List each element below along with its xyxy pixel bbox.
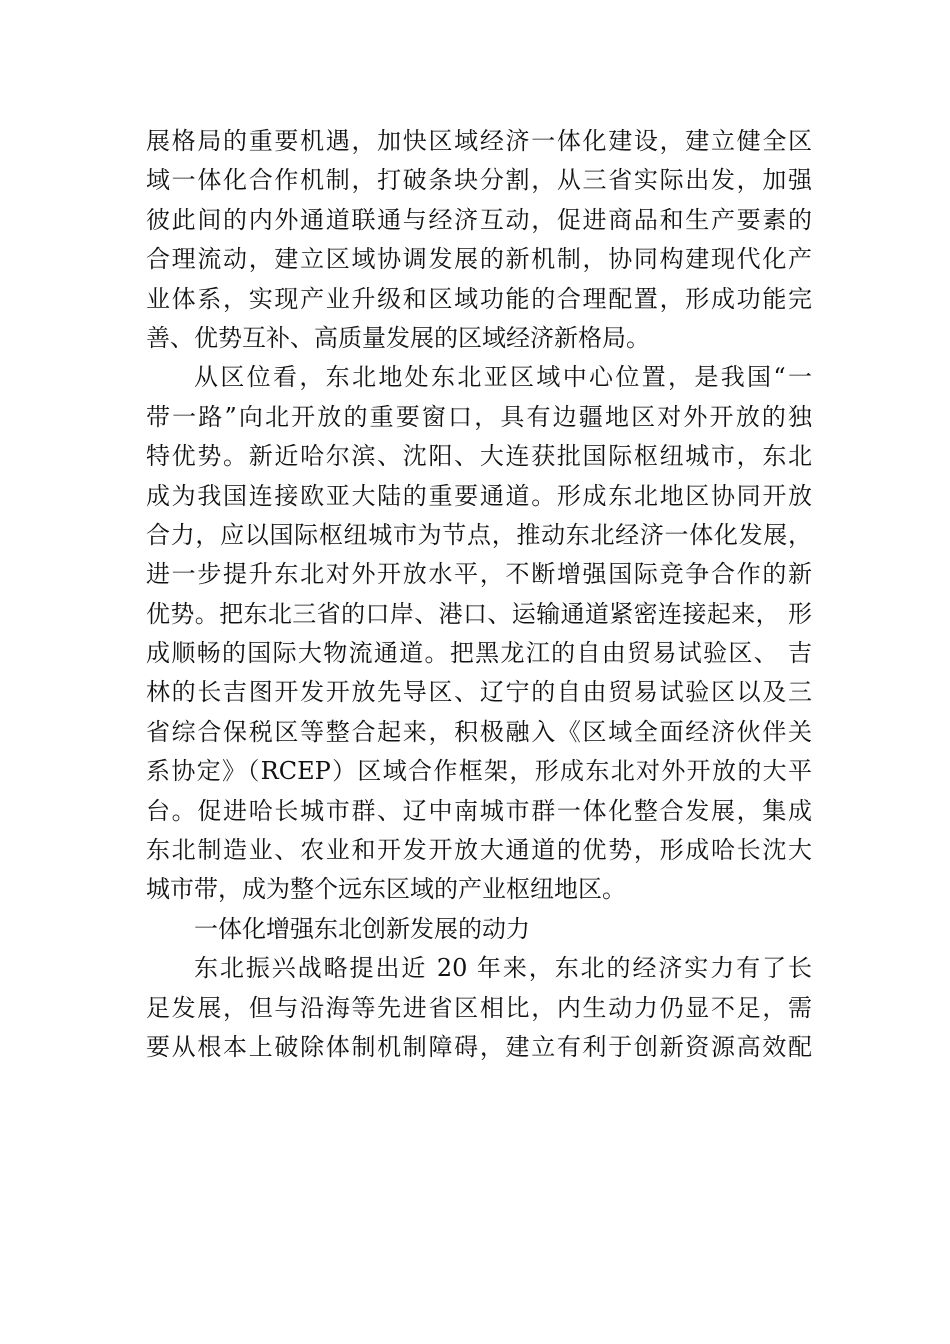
- text-line: 特优势。新近哈尔滨、沈阳、大连获批国际枢纽城市，东北: [146, 442, 812, 471]
- text-line: 城市带，成为整个远东区域的产业枢纽地区。: [146, 875, 626, 904]
- paragraph-2: [146, 358, 812, 909]
- section-heading: [146, 910, 812, 949]
- text-line: 东北制造业、农业和开发开放大通道的优势，形成哈长沈大: [146, 836, 812, 865]
- text-line: 展格局的重要机遇，加快区域经济一体化建设，建立健全区: [146, 127, 812, 155]
- text-line: 从区位看，东北地处东北亚区域中心位置，是我国“一: [194, 363, 812, 392]
- text-line: 林的长吉图开发开放先导区、辽宁的自由贸易试验区以及三: [146, 678, 812, 707]
- text-line: 要从根本上破除体制机制障碍，建立有利于创新资源高效配: [146, 1032, 812, 1061]
- text-line: 带一路”向北开放的重要窗口，具有边疆地区对外开放的独: [146, 402, 812, 431]
- text-line: 合理流动，建立区域协调发展的新机制，协同构建现代化产: [146, 245, 812, 274]
- text-line: 彼此间的内外通道联通与经济互动，促进商品和生产要素的: [146, 205, 812, 234]
- text-line: 合力，应以国际枢纽城市为节点，推动东北经济一体化发展，: [146, 520, 812, 549]
- text-line: 进一步提升东北对外开放水平，不断增强国际竞争合作的新: [146, 560, 812, 589]
- paragraph-3: [146, 949, 812, 1067]
- text-line: 台。促进哈长城市群、辽中南城市群一体化整合发展，集成: [146, 796, 812, 825]
- text-line: 成为我国连接欧亚大陆的重要通道。形成东北地区协同开放: [146, 481, 812, 510]
- document-body: [146, 122, 812, 1067]
- text-line: 足发展，但与沿海等先进省区相比，内生动力仍显不足，需: [146, 993, 812, 1022]
- text-line: 善、优势互补、高质量发展的区域经济新格局。: [146, 323, 650, 352]
- text-line: 域一体化合作机制，打破条块分割，从三省实际出发，加强: [146, 166, 812, 195]
- text-line: 省综合保税区等整合起来，积极融入《区域全面经济伙伴关: [146, 717, 812, 746]
- text-line: 业体系，实现产业升级和区域功能的合理配置，形成功能完: [146, 284, 812, 313]
- text-line: 东北振兴战略提出近 20 年来，东北的经济实力有了长: [194, 954, 812, 983]
- paragraph-1: [146, 122, 812, 358]
- text-line: 优势。把东北三省的口岸、港口、运输通道紧密连接起来， 形: [146, 599, 812, 628]
- text-line: 成顺畅的国际大物流通道。把黑龙江的自由贸易试验区、 吉: [146, 639, 812, 668]
- text-line: 系协定》（RCEP）区域合作框架，形成东北对外开放的大平: [146, 757, 812, 786]
- heading-text: 一体化增强东北创新发展的动力: [194, 914, 530, 943]
